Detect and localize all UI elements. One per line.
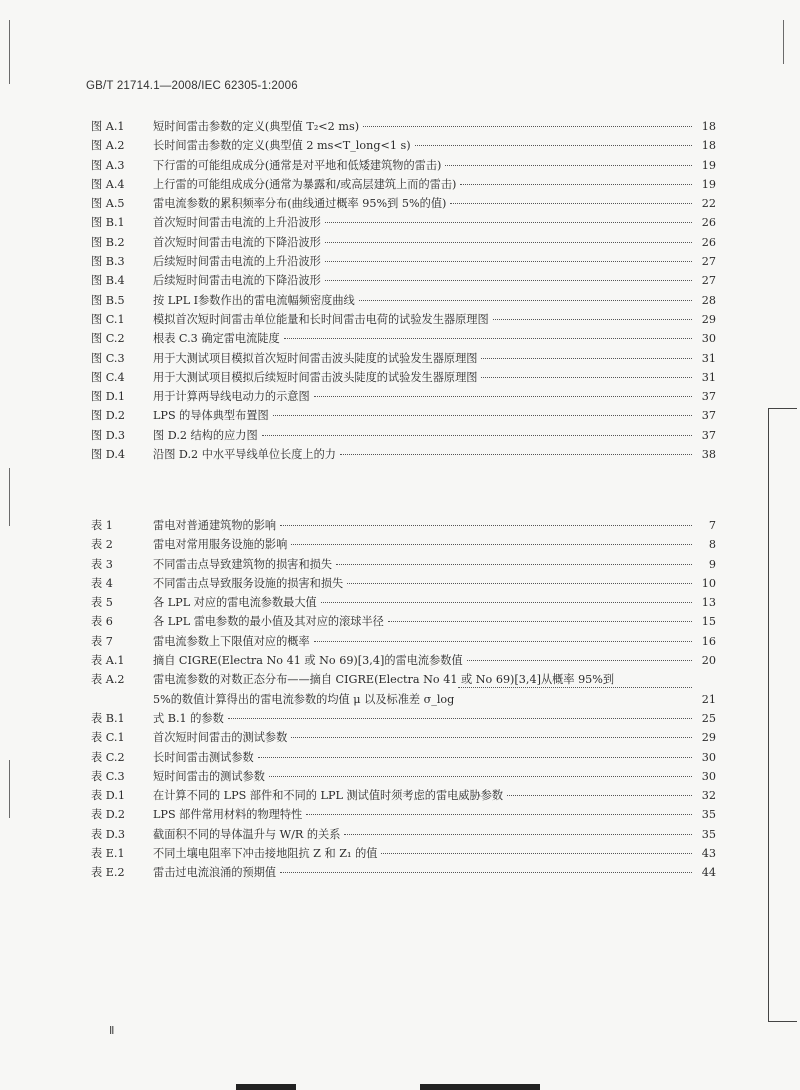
figure-entry [91,291,716,310]
dot-leader [450,203,692,204]
table-entry [91,748,716,767]
entry-title: 首次短时间雷击的测试参数 [153,731,288,745]
entry-page: 27 [701,255,716,269]
dot-leader [415,145,692,146]
figure-entry [91,233,716,252]
entry-number: 表 D.2 [91,808,125,822]
entry-number: 图 B.5 [91,293,125,307]
entry-number: 图 C.4 [91,370,125,384]
dot-leader [284,338,692,339]
entry-title: 摘自 CIGRE(Electra No 41 或 No 69)[3,4]的雷电流参数值 [153,654,463,668]
entry-page: 9 [708,557,716,571]
entry-page: 29 [701,731,716,745]
table-entry [91,670,716,709]
scan-artifact-line [9,20,10,84]
entry-number: 图 D.2 [91,409,125,423]
entry-page: 8 [708,538,716,552]
entry-number: 表 7 [91,634,113,648]
table-entry [91,767,716,786]
entry-number: 图 A.5 [91,197,125,211]
dot-leader [481,377,692,378]
entry-page: 25 [701,711,716,725]
entry-title: 式 B.1 的参数 [153,711,224,725]
table-entry [91,555,716,574]
entry-title: LPS 的导体典型布置图 [153,409,269,423]
entry-page: 26 [701,235,716,249]
table-entry [91,728,716,747]
dot-leader [507,795,692,796]
entry-number: 表 2 [91,538,113,552]
table-entry [91,709,716,728]
entry-page: 31 [701,370,716,384]
dot-leader [344,834,692,835]
figure-entry [91,445,716,464]
entry-title: 模拟首次短时间雷击单位能量和长时间雷击电荷的试验发生器原理图 [153,312,489,326]
dot-leader [460,184,692,185]
figure-entry [91,406,716,425]
entry-number: 表 4 [91,576,113,590]
entry-title: 首次短时间雷击电流的下降沿波形 [153,235,321,249]
dot-leader [314,641,692,642]
entry-number: 图 B.4 [91,274,125,288]
entry-page: 13 [701,596,716,610]
entry-page: 26 [701,216,716,230]
entry-title: 沿图 D.2 中水平导线单位长度上的力 [153,448,336,462]
figure-entry [91,136,716,155]
dot-leader [445,165,692,166]
table-list [91,516,716,883]
entry-title: 下行雷的可能组成成分(通常是对平地和低矮建筑物的雷击) [153,158,442,172]
entry-number: 表 C.3 [91,769,125,783]
entry-title-continued: 5%的数值计算得出的雷电流参数的均值 μ 以及标准差 σ_log [153,692,455,706]
table-entry [91,593,716,612]
entry-number: 图 B.3 [91,255,125,269]
entry-number: 图 C.2 [91,332,125,346]
entry-page: 38 [701,448,716,462]
entry-title: 图 D.2 结构的应力图 [153,428,258,442]
entry-page: 18 [701,139,716,153]
dot-leader [325,222,692,223]
table-entry [91,651,716,670]
dot-leader [258,757,692,758]
entry-page: 21 [701,692,716,706]
entry-title: 按 LPL Ⅰ参数作出的雷电流幅频密度曲线 [153,293,355,307]
entry-number: 表 D.3 [91,827,125,841]
entry-title: 短时间雷击参数的定义(典型值 T₂<2 ms) [153,120,360,133]
table-entry [91,516,716,535]
entry-number: 表 E.2 [91,866,125,880]
binding-margin-box [768,408,797,1022]
entry-number: 表 E.1 [91,847,125,861]
entry-title: 各 LPL 雷电参数的最小值及其对应的滚球半径 [153,615,384,629]
dot-leader [273,415,692,416]
entry-page: 37 [701,428,716,442]
entry-page: 35 [701,827,716,841]
figure-entry [91,310,716,329]
dot-leader [325,242,692,243]
figure-entry [91,387,716,406]
entry-number: 表 B.1 [91,711,125,725]
entry-page: 19 [701,158,716,172]
entry-title: 后续短时间雷击电流的下降沿波形 [153,274,321,288]
entry-page: 43 [701,847,716,861]
dot-leader [363,126,692,127]
table-entry [91,825,716,844]
entry-title: 雷电对普通建筑物的影响 [153,519,277,532]
entry-title: 用于大测试项目模拟后续短时间雷击波头陡度的试验发生器原理图 [153,370,478,384]
page-number: Ⅱ [109,1025,115,1037]
entry-page: 28 [701,293,716,307]
entry-title: 长时间雷击参数的定义(典型值 2 ms<T_long<1 s) [153,139,411,153]
dot-leader [325,261,692,262]
entry-title: 长时间雷击测试参数 [153,750,254,764]
entry-number: 表 C.1 [91,731,125,745]
dot-leader [228,718,692,719]
dot-leader [388,621,692,622]
figure-entry [91,252,716,271]
entry-page: 7 [708,519,716,532]
scan-artifact-mark [420,1084,540,1090]
entry-number: 图 A.3 [91,158,125,172]
entry-page: 30 [701,750,716,764]
entry-number: 图 A.4 [91,177,125,191]
entry-title: 后续短时间雷击电流的上升沿波形 [153,255,321,269]
table-entry [91,863,716,882]
figure-entry [91,349,716,368]
entry-title: 在计算不同的 LPS 部件和不同的 LPL 测试值时须考虑的雷电威胁参数 [153,789,504,803]
entry-title: 雷电流参数上下限值对应的概率 [153,634,310,648]
scan-artifact-line [9,760,10,818]
dot-leader [467,660,692,661]
entry-page: 10 [701,576,716,590]
entry-number: 图 B.1 [91,216,125,230]
entry-page: 37 [701,390,716,404]
entry-title: 用于计算两导线电动力的示意图 [153,390,310,404]
entry-page: 15 [701,615,716,629]
entry-title: LPS 部件常用材料的物理特性 [153,808,303,822]
dot-leader [306,814,692,815]
figure-entry [91,426,716,445]
dot-leader [481,358,692,359]
entry-number: 表 A.1 [91,654,125,668]
entry-page: 30 [701,332,716,346]
scan-artifact-line [9,468,10,526]
entry-title: 不同土壤电阻率下冲击接地阻抗 Z 和 Z₁ 的值 [153,847,378,861]
entry-title: 雷电对常用服务设施的影响 [153,538,288,552]
entry-page: 22 [701,197,716,211]
dot-leader [458,687,692,688]
figure-entry [91,271,716,290]
entry-page: 32 [701,789,716,803]
document-standard-header: GB/T 21714.1—2008/IEC 62305-1:2006 [86,80,298,92]
entry-number: 图 D.1 [91,390,125,404]
entry-number: 表 5 [91,596,113,610]
dot-leader [321,602,692,603]
entry-title: 雷电流参数的累积频率分布(曲线通过概率 95%到 5%的值) [153,197,447,211]
entry-page: 19 [701,177,716,191]
entry-number: 表 D.1 [91,789,125,803]
figure-entry [91,368,716,387]
entry-page: 16 [701,634,716,648]
table-entry [91,632,716,651]
entry-page: 20 [701,654,716,668]
dot-leader [493,319,692,320]
entry-title: 各 LPL 对应的雷电流参数最大值 [153,596,317,610]
figure-entry [91,213,716,232]
entry-number: 表 6 [91,615,113,629]
entry-title: 用于大测试项目模拟首次短时间雷击波头陡度的试验发生器原理图 [153,351,478,365]
entry-title: 雷击过电流浪涌的预期值 [153,866,277,880]
entry-title: 截面积不同的导体温升与 W/R 的关系 [153,827,341,841]
figure-entry [91,194,716,213]
dot-leader [381,853,692,854]
dot-leader [291,544,692,545]
table-entry [91,574,716,593]
entry-page: 29 [701,312,716,326]
entry-number: 图 B.2 [91,235,125,249]
entry-page: 30 [701,769,716,783]
table-entry [91,844,716,863]
entry-title: 雷电流参数的对数正态分布——摘自 CIGRE(Electra No 41 或 No 69)[3,4]从概率 95%到 [153,673,615,687]
scan-artifact-line [783,20,784,64]
table-entry [91,805,716,824]
entry-number: 表 1 [91,519,113,532]
entry-page: 44 [701,866,716,880]
entry-title: 上行雷的可能组成成分(通常为暴露和/或高层建筑上而的雷击) [153,177,457,191]
table-entry-line [91,690,716,709]
table-entry [91,786,716,805]
dot-leader [359,300,692,301]
figure-entry [91,117,716,136]
dot-leader [269,776,692,777]
entry-page: 35 [701,808,716,822]
dot-leader [280,872,692,873]
figure-entry [91,329,716,348]
figure-entry [91,175,716,194]
entry-page: 18 [701,120,716,133]
entry-number: 图 D.3 [91,428,125,442]
entry-number: 图 A.2 [91,139,125,153]
entry-page: 37 [701,409,716,423]
figure-entry [91,156,716,175]
entry-number: 表 3 [91,557,113,571]
dot-leader [314,396,692,397]
figure-list [91,117,716,464]
entry-number: 表 A.2 [91,673,125,687]
entry-title: 根表 C.3 确定雷电流陡度 [153,332,280,346]
entry-number: 图 C.1 [91,312,125,326]
table-entry [91,535,716,554]
entry-page: 27 [701,274,716,288]
entry-title: 不同雷击点导致服务设施的损害和损失 [153,576,344,590]
entry-title: 首次短时间雷击电流的上升沿波形 [153,216,321,230]
entry-page: 31 [701,351,716,365]
entry-number: 表 C.2 [91,750,125,764]
entry-number: 图 C.3 [91,351,125,365]
dot-leader [340,454,692,455]
table-entry [91,612,716,631]
entry-number: 图 D.4 [91,448,125,462]
entry-title: 不同雷击点导致建筑物的损害和损失 [153,557,333,571]
entry-number: 图 A.1 [91,120,125,133]
dot-leader [280,525,692,526]
dot-leader [325,280,692,281]
scan-artifact-mark [236,1084,296,1090]
dot-leader [262,435,692,436]
entry-title: 短时间雷击的测试参数 [153,769,265,783]
dot-leader [347,583,692,584]
dot-leader [291,737,692,738]
dot-leader [336,564,692,565]
